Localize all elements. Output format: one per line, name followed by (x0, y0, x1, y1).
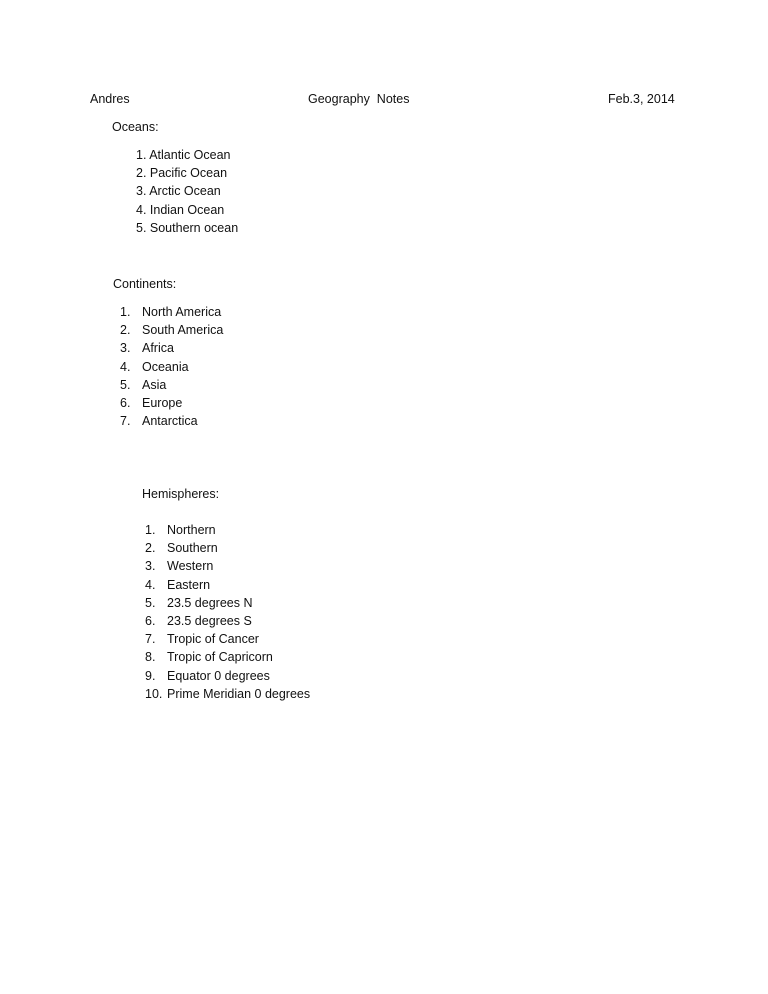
ocean-item-label: 2. Pacific Ocean (136, 166, 228, 181)
hemisphere-item-number: 1. (145, 523, 156, 537)
ocean-item-label: 5. Southern ocean (136, 220, 239, 235)
ocean-item-label: 1. Atlantic Ocean (136, 148, 231, 162)
hemisphere-item-label: Tropic of Capricorn (167, 650, 273, 665)
continent-item-label: Asia (142, 377, 167, 392)
continent-item-label: Oceania (142, 359, 189, 374)
hemisphere-item-number: 6. (145, 613, 156, 628)
continent-item-number: 3. (120, 341, 131, 356)
hemisphere-item-number: 4. (145, 577, 156, 592)
hemisphere-item-label: Western (167, 559, 214, 574)
continent-item-label: South America (142, 323, 224, 338)
hemisphere-item-label: Northern (167, 523, 216, 537)
ocean-item-label: 4. Indian Ocean (136, 202, 225, 217)
hemisphere-item-number: 8. (145, 650, 156, 665)
hemisphere-item-label: Eastern (167, 577, 211, 592)
hemisphere-item-label: 23.5 degrees S (167, 613, 252, 628)
hemisphere-item-label: 23.5 degrees N (167, 595, 253, 610)
ocean-item-label: 3. Arctic Ocean (136, 184, 221, 199)
hemisphere-item-number: 7. (145, 632, 156, 647)
continent-item-label: Africa (142, 341, 174, 356)
continent-item-number: 1. (120, 305, 131, 319)
hemisphere-item-number: 9. (145, 668, 156, 683)
hemisphere-item-label: Equator 0 degrees (167, 668, 270, 683)
continent-item-number: 4. (120, 359, 131, 374)
hemisphere-item-label: Prime Meridian 0 degrees (167, 686, 311, 701)
hemispheres-heading: Hemispheres: (142, 487, 220, 501)
continents-heading: Continents: (113, 277, 177, 291)
continent-item-label: North America (142, 305, 222, 319)
hemisphere-item-number: 3. (145, 559, 156, 574)
hemisphere-item-number: 10. (145, 686, 163, 701)
continent-item-number: 2. (120, 323, 131, 338)
oceans-heading: Oceans: (112, 120, 159, 134)
note-date: Feb.3, 2014 (608, 92, 675, 106)
hemisphere-item-number: 2. (145, 541, 156, 556)
continent-item-label: Europe (142, 395, 183, 410)
page-title: Geography Notes (308, 92, 410, 106)
author-name: Andres (90, 92, 130, 106)
continent-item-number: 7. (120, 414, 131, 429)
continent-item-label: Antarctica (142, 414, 198, 429)
hemisphere-item-number: 5. (145, 595, 156, 610)
hemisphere-item-label: Southern (167, 541, 218, 556)
continent-item-number: 5. (120, 377, 131, 392)
hemisphere-item-label: Tropic of Cancer (167, 632, 259, 647)
continent-item-number: 6. (120, 395, 131, 410)
